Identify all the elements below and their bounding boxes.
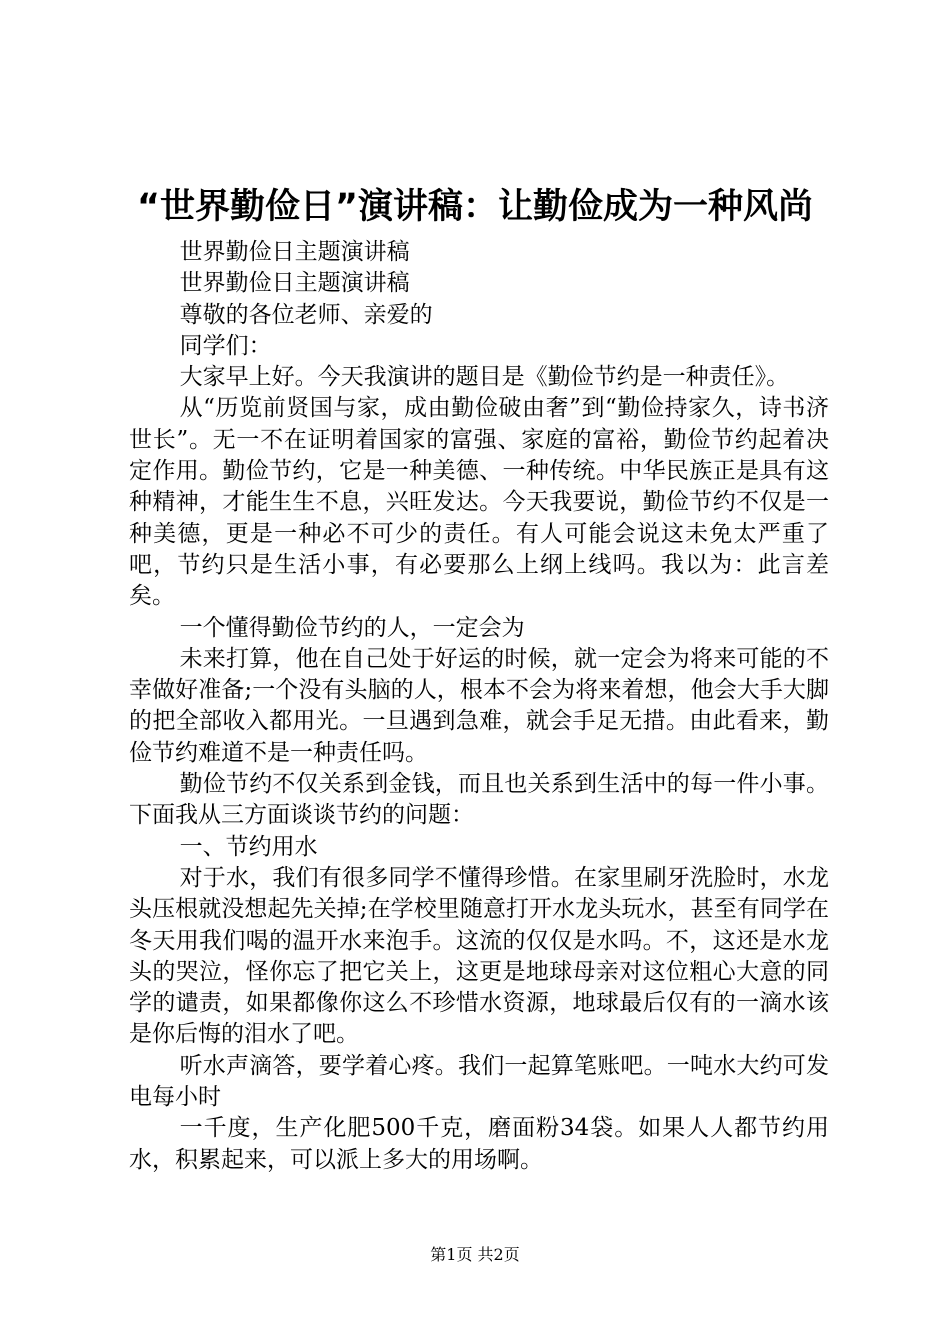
paragraph: 世界勤俭日主题演讲稿 [179, 239, 410, 265]
document-title: “世界勤俭日”演讲稿：让勤俭成为一种风尚 [136, 187, 813, 227]
paragraph: 从“历览前贤国与家，成由勤俭破由奢”到“勤俭持家久，诗书济世长”。无一不在证明着国家的富强、家庭的富裕，勤俭节约起着决定作用。勤俭节约，它是一种美德、一种传统。中华民族正是具有这种精神，才能生生不息，兴旺发达。今天我要说，勤俭节约不仅是一种美德，更是一种必不可少的责任。有人可能会说这未免太严重了吧，节约只是生活小事，有必要那么上纲上线吗。我以为：此言差矣。 [129, 395, 829, 610]
paragraph: 未来打算，他在自己处于好运的时候，就一定会为将来可能的不幸做好准备;一个没有头脑的人，根本不会为将来着想，他会大手大脚的把全部收入都用光。一旦遇到急难，就会手足无措。由此看来，勤俭节约难道不是一种责任吗。 [129, 645, 829, 766]
paragraph: 一个懂得勤俭节约的人，一定会为 [179, 614, 525, 641]
paragraph: 对于水，我们有很多同学不懂得珍惜。在家里刷牙洗脸时，水龙头压根就没想起先关掉;在学校里随意打开水龙头玩水，甚至有同学在冬天用我们喝的温开水来泡手。这流的仅仅是水吗。不，这还是水龙头的哭泣，怪你忘了把它关上，这更是地球母亲对这位粗心大意的同学的谴责，如果都像你这么不珍惜水资源，地球最后仅有的一滴水该是你后悔的泪水了吧。 [129, 864, 829, 1048]
paragraph: 一、节约用水 [179, 833, 318, 860]
page-number-footer: 第1页 共2页 [430, 1245, 520, 1264]
paragraph: 尊敬的各位老师、亲爱的 [179, 301, 433, 328]
paragraph: 听水声滴答，要学着心疼。我们一起算笔账吧。一吨水大约可发电每小时 [129, 1052, 829, 1111]
paragraph: 世界勤俭日主题演讲稿 [179, 270, 410, 297]
paragraph: 勤俭节约不仅关系到金钱，而且也关系到生活中的每一件小事。下面我从三方面谈谈节约的问题： [129, 771, 829, 829]
paragraph: 一千度，生产化肥500千克，磨面粉34袋。如果人人都节约用水，积累起来，可以派上多大的用场啊。 [129, 1115, 829, 1173]
paragraph: 同学们： [179, 332, 272, 359]
paragraph: 大家早上好。今天我演讲的题目是《勤俭节约是一种责任》。 [179, 364, 790, 391]
document-body [129, 237, 829, 1176]
